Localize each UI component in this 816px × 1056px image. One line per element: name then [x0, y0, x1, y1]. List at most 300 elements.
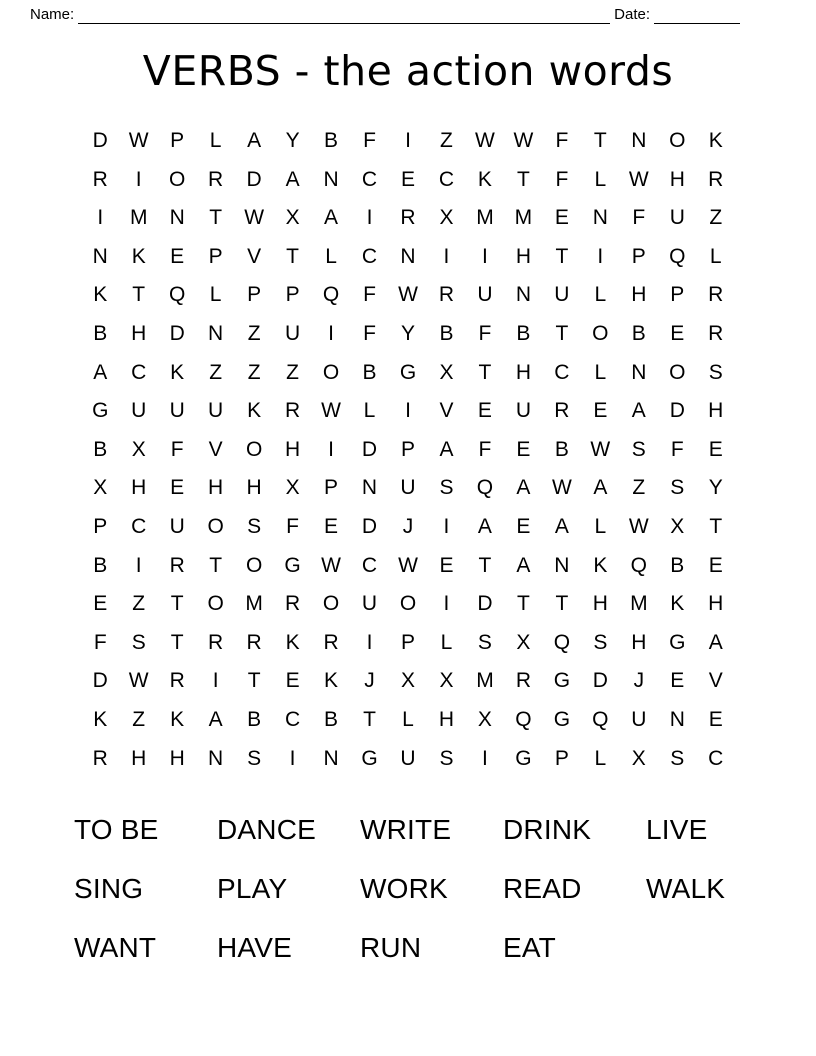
grid-cell[interactable]: F [670, 437, 684, 461]
grid-cell[interactable]: G [669, 630, 686, 654]
grid-cell[interactable]: I [482, 746, 488, 770]
grid-cell[interactable]: L [594, 746, 607, 770]
grid-cell[interactable]: I [443, 592, 450, 616]
grid-cell[interactable]: O [245, 437, 263, 461]
grid-cell[interactable]: A [324, 206, 339, 230]
grid-cell[interactable]: O [322, 360, 340, 384]
grid-cell[interactable]: F [363, 283, 376, 307]
grid-cell[interactable]: Z [286, 360, 299, 384]
grid-cell[interactable]: U [554, 283, 570, 307]
grid-cell[interactable]: B [93, 437, 108, 461]
grid-cell[interactable]: Q [476, 476, 494, 500]
grid-cell[interactable]: I [597, 244, 604, 268]
grid-cell[interactable]: R [554, 399, 570, 423]
grid-cell[interactable]: C [131, 514, 147, 538]
grid-cell[interactable]: V [247, 244, 262, 268]
grid-cell[interactable]: X [400, 669, 415, 693]
grid-cell[interactable]: E [324, 514, 339, 538]
word-list-item[interactable]: EAT [503, 932, 556, 964]
grid-cell[interactable]: U [284, 321, 301, 345]
grid-cell[interactable]: U [361, 592, 378, 616]
grid-cell[interactable]: H [131, 746, 147, 770]
grid-cell[interactable]: S [131, 630, 146, 654]
grid-cell[interactable]: B [554, 437, 569, 461]
grid-cell[interactable]: H [246, 476, 262, 500]
grid-cell[interactable]: R [708, 283, 724, 307]
grid-cell[interactable]: U [169, 399, 185, 423]
grid-cell[interactable]: E [516, 514, 531, 538]
grid-cell[interactable]: B [93, 553, 108, 577]
grid-cell[interactable]: O [169, 167, 186, 191]
grid-cell[interactable]: H [515, 360, 531, 384]
grid-cell[interactable]: U [631, 707, 647, 731]
grid-cell[interactable]: V [439, 399, 454, 423]
grid-cell[interactable]: L [709, 244, 722, 268]
grid-cell[interactable]: K [670, 592, 685, 616]
grid-cell[interactable]: Z [132, 707, 146, 731]
grid-cell[interactable]: H [708, 399, 724, 423]
grid-cell[interactable]: A [208, 707, 223, 731]
grid-cell[interactable]: H [708, 592, 724, 616]
grid-cell[interactable]: I [443, 514, 450, 538]
grid-cell[interactable]: K [324, 669, 339, 693]
grid-cell[interactable]: W [128, 129, 149, 152]
grid-cell[interactable]: B [324, 707, 339, 731]
grid-cell[interactable]: D [246, 167, 262, 191]
grid-cell[interactable]: L [402, 707, 414, 731]
grid-cell[interactable]: X [477, 707, 492, 731]
grid-cell[interactable]: I [328, 321, 334, 345]
grid-cell[interactable]: T [478, 553, 492, 577]
grid-cell[interactable]: E [477, 399, 492, 423]
grid-cell[interactable]: K [593, 553, 608, 577]
grid-cell[interactable]: E [670, 669, 685, 693]
word-list-item[interactable]: WORK [360, 873, 448, 905]
grid-cell[interactable]: M [129, 206, 148, 230]
grid-cell[interactable]: D [477, 592, 493, 616]
grid-cell[interactable]: X [516, 630, 531, 654]
grid-cell[interactable]: K [93, 707, 108, 731]
grid-cell[interactable]: T [555, 244, 569, 268]
grid-cell[interactable]: R [169, 553, 185, 577]
grid-cell[interactable]: E [593, 399, 608, 423]
grid-cell[interactable]: I [405, 399, 411, 423]
grid-cell[interactable]: U [208, 399, 224, 423]
grid-cell[interactable]: Q [169, 283, 186, 307]
grid-cell[interactable]: L [209, 129, 222, 152]
grid-cell[interactable]: C [438, 167, 455, 191]
grid-cell[interactable]: S [708, 360, 723, 384]
word-list-item[interactable]: HAVE [217, 932, 292, 964]
grid-cell[interactable]: K [285, 630, 300, 654]
grid-cell[interactable]: W [475, 129, 495, 152]
grid-cell[interactable]: C [284, 707, 301, 731]
grid-cell[interactable]: N [208, 746, 224, 770]
grid-cell[interactable]: G [284, 553, 301, 577]
grid-cell[interactable]: G [553, 669, 571, 693]
grid-cell[interactable]: U [669, 206, 685, 230]
grid-cell[interactable]: R [708, 321, 724, 345]
grid-cell[interactable]: R [708, 167, 724, 191]
grid-cell[interactable]: F [170, 437, 184, 461]
grid-cell[interactable]: W [551, 476, 572, 500]
grid-cell[interactable]: U [400, 476, 416, 500]
grid-cell[interactable]: A [516, 553, 531, 577]
grid-cell[interactable]: W [398, 553, 418, 577]
grid-cell[interactable]: T [593, 129, 607, 152]
grid-cell[interactable]: D [92, 129, 108, 152]
grid-cell[interactable]: N [208, 321, 224, 345]
grid-cell[interactable]: S [247, 514, 262, 538]
grid-cell[interactable]: Q [553, 630, 571, 654]
grid-cell[interactable]: W [513, 129, 534, 152]
grid-cell[interactable]: X [285, 206, 300, 230]
grid-cell[interactable]: T [247, 669, 261, 693]
grid-cell[interactable]: R [438, 283, 455, 307]
grid-cell[interactable]: U [515, 399, 531, 423]
grid-cell[interactable]: D [592, 669, 608, 693]
grid-cell[interactable]: H [208, 476, 224, 500]
grid-cell[interactable]: L [209, 283, 222, 307]
grid-cell[interactable]: I [482, 244, 488, 268]
grid-cell[interactable]: Y [708, 476, 723, 500]
grid-cell[interactable]: O [245, 553, 263, 577]
grid-cell[interactable]: X [439, 206, 454, 230]
grid-cell[interactable]: L [363, 399, 376, 423]
grid-cell[interactable]: A [477, 514, 492, 538]
grid-cell[interactable]: B [93, 321, 108, 345]
grid-cell[interactable]: R [92, 167, 108, 191]
grid-cell[interactable]: B [670, 553, 685, 577]
grid-cell[interactable]: P [631, 244, 646, 268]
grid-cell[interactable]: G [92, 399, 109, 423]
grid-cell[interactable]: Z [440, 129, 453, 152]
grid-cell[interactable]: T [555, 321, 569, 345]
grid-cell[interactable]: E [170, 476, 185, 500]
grid-cell[interactable]: I [405, 129, 411, 152]
grid-cell[interactable]: D [92, 669, 108, 693]
grid-cell[interactable]: C [708, 746, 724, 770]
grid-cell[interactable]: X [93, 476, 108, 500]
grid-cell[interactable]: I [366, 206, 373, 230]
grid-cell[interactable]: H [631, 630, 647, 654]
grid-cell[interactable]: P [554, 746, 569, 770]
grid-cell[interactable]: D [169, 321, 185, 345]
grid-cell[interactable]: K [131, 244, 146, 268]
grid-cell[interactable]: O [592, 321, 609, 345]
grid-cell[interactable]: F [555, 167, 569, 191]
grid-cell[interactable]: F [632, 206, 646, 230]
grid-cell[interactable]: N [169, 206, 185, 230]
grid-cell[interactable]: I [328, 437, 334, 461]
grid-cell[interactable]: Y [400, 321, 415, 345]
grid-cell[interactable]: X [131, 437, 146, 461]
grid-cell[interactable]: X [670, 514, 685, 538]
grid-cell[interactable]: R [169, 669, 185, 693]
grid-cell[interactable]: M [514, 206, 533, 230]
grid-cell[interactable]: U [169, 514, 185, 538]
grid-cell[interactable]: F [286, 514, 299, 538]
grid-cell[interactable]: H [592, 592, 608, 616]
word-list-item[interactable]: TO BE [74, 814, 159, 846]
grid-cell[interactable]: W [321, 553, 341, 577]
grid-cell[interactable]: F [478, 437, 492, 461]
grid-cell[interactable]: C [131, 360, 147, 384]
grid-cell[interactable]: Y [285, 129, 300, 152]
word-list-item[interactable]: WANT [74, 932, 157, 964]
grid-cell[interactable]: N [631, 360, 647, 384]
grid-cell[interactable]: A [439, 437, 454, 461]
grid-cell[interactable]: E [554, 206, 569, 230]
grid-cell[interactable]: C [361, 167, 378, 191]
grid-cell[interactable]: Q [592, 707, 609, 731]
grid-cell[interactable]: K [170, 360, 185, 384]
grid-cell[interactable]: O [669, 360, 686, 384]
grid-cell[interactable]: A [285, 167, 300, 191]
grid-cell[interactable]: F [478, 321, 492, 345]
grid-cell[interactable]: T [170, 630, 184, 654]
grid-cell[interactable]: N [323, 746, 339, 770]
grid-cell[interactable]: A [593, 476, 608, 500]
grid-cell[interactable]: F [363, 321, 376, 345]
grid-cell[interactable]: E [708, 707, 723, 731]
grid-cell[interactable]: A [93, 360, 108, 384]
grid-cell[interactable]: P [400, 630, 415, 654]
grid-cell[interactable]: M [476, 206, 494, 230]
grid-cell[interactable]: W [321, 399, 341, 423]
word-list-item[interactable]: LIVE [646, 814, 708, 846]
grid-cell[interactable]: W [244, 206, 265, 230]
grid-cell[interactable]: I [289, 746, 296, 770]
grid-cell[interactable]: C [554, 360, 570, 384]
grid-cell[interactable]: S [439, 476, 454, 500]
grid-cell[interactable]: D [669, 399, 685, 423]
grid-cell[interactable]: Z [209, 360, 223, 384]
grid-cell[interactable]: G [515, 746, 532, 770]
name-blank-line[interactable] [78, 10, 610, 24]
grid-cell[interactable]: R [208, 167, 224, 191]
grid-cell[interactable]: K [247, 399, 262, 423]
grid-cell[interactable]: N [669, 707, 685, 731]
grid-cell[interactable]: J [402, 514, 414, 538]
grid-cell[interactable]: U [400, 746, 416, 770]
grid-cell[interactable]: J [633, 669, 645, 693]
grid-cell[interactable]: C [361, 244, 378, 268]
grid-cell[interactable]: Z [709, 206, 723, 230]
grid-cell[interactable]: N [554, 553, 570, 577]
grid-cell[interactable]: H [669, 167, 685, 191]
grid-cell[interactable]: W [128, 669, 149, 693]
grid-cell[interactable]: C [361, 553, 378, 577]
grid-cell[interactable]: I [97, 206, 104, 230]
grid-cell[interactable]: B [324, 129, 339, 152]
grid-cell[interactable]: G [553, 707, 571, 731]
grid-cell[interactable]: K [93, 283, 108, 307]
grid-cell[interactable]: Q [669, 244, 686, 268]
grid-cell[interactable]: G [399, 360, 417, 384]
grid-cell[interactable]: T [478, 360, 492, 384]
grid-cell[interactable]: R [208, 630, 224, 654]
word-list-item[interactable]: RUN [360, 932, 422, 964]
grid-cell[interactable]: O [669, 129, 686, 152]
grid-cell[interactable]: W [628, 514, 649, 538]
grid-cell[interactable]: R [284, 399, 301, 423]
grid-cell[interactable]: Q [630, 553, 647, 577]
grid-cell[interactable]: M [476, 669, 494, 693]
grid-cell[interactable]: O [322, 592, 340, 616]
grid-cell[interactable]: I [135, 167, 142, 191]
grid-cell[interactable]: B [516, 321, 531, 345]
grid-cell[interactable]: S [631, 437, 646, 461]
grid-cell[interactable]: M [245, 592, 263, 616]
grid-cell[interactable]: T [132, 283, 146, 307]
grid-cell[interactable]: T [555, 592, 569, 616]
date-blank-line[interactable] [654, 10, 740, 24]
grid-cell[interactable]: L [594, 360, 607, 384]
grid-cell[interactable]: W [628, 167, 649, 191]
grid-cell[interactable]: A [247, 129, 262, 152]
word-list-item[interactable]: PLAY [217, 873, 288, 905]
grid-cell[interactable]: T [209, 553, 223, 577]
grid-cell[interactable]: E [708, 553, 723, 577]
grid-cell[interactable]: E [170, 244, 185, 268]
grid-cell[interactable]: U [477, 283, 493, 307]
grid-cell[interactable]: S [670, 476, 685, 500]
grid-cell[interactable]: B [631, 321, 646, 345]
grid-cell[interactable]: P [247, 283, 262, 307]
grid-cell[interactable]: Z [247, 360, 261, 384]
grid-cell[interactable]: X [285, 476, 300, 500]
grid-cell[interactable]: P [93, 514, 108, 538]
grid-cell[interactable]: B [439, 321, 454, 345]
grid-cell[interactable]: L [594, 167, 607, 191]
grid-cell[interactable]: R [284, 592, 301, 616]
grid-cell[interactable]: R [515, 669, 531, 693]
grid-cell[interactable]: H [631, 283, 647, 307]
word-list-item[interactable]: WALK [646, 873, 726, 905]
grid-cell[interactable]: S [670, 746, 685, 770]
grid-cell[interactable]: L [594, 514, 607, 538]
grid-cell[interactable]: Z [132, 592, 146, 616]
grid-cell[interactable]: L [594, 283, 607, 307]
grid-cell[interactable]: L [440, 630, 453, 654]
grid-cell[interactable]: H [131, 476, 147, 500]
grid-cell[interactable]: X [631, 746, 646, 770]
grid-cell[interactable]: P [208, 244, 223, 268]
grid-cell[interactable]: R [400, 206, 416, 230]
grid-cell[interactable]: I [135, 553, 142, 577]
grid-cell[interactable]: B [247, 707, 262, 731]
grid-cell[interactable]: Z [632, 476, 646, 500]
grid-cell[interactable]: M [630, 592, 648, 616]
grid-cell[interactable]: O [399, 592, 417, 616]
grid-cell[interactable]: K [170, 707, 185, 731]
grid-cell[interactable]: R [323, 630, 339, 654]
grid-cell[interactable]: H [515, 244, 531, 268]
grid-cell[interactable]: T [363, 707, 376, 731]
grid-cell[interactable]: D [361, 437, 378, 461]
grid-cell[interactable]: P [170, 129, 185, 152]
grid-cell[interactable]: P [324, 476, 339, 500]
grid-cell[interactable]: E [400, 167, 415, 191]
grid-cell[interactable]: W [398, 283, 418, 307]
grid-cell[interactable]: I [366, 630, 373, 654]
grid-cell[interactable]: U [131, 399, 147, 423]
grid-cell[interactable]: O [207, 514, 224, 538]
grid-cell[interactable]: F [363, 129, 376, 152]
grid-cell[interactable]: E [670, 321, 685, 345]
grid-cell[interactable]: E [708, 437, 723, 461]
grid-cell[interactable]: S [477, 630, 492, 654]
grid-cell[interactable]: E [439, 553, 454, 577]
grid-cell[interactable]: K [708, 129, 723, 152]
grid-cell[interactable]: G [361, 746, 378, 770]
grid-cell[interactable]: T [709, 514, 723, 538]
grid-cell[interactable]: T [286, 244, 299, 268]
grid-cell[interactable]: E [516, 437, 531, 461]
grid-cell[interactable]: V [208, 437, 223, 461]
grid-cell[interactable]: F [555, 129, 569, 152]
grid-cell[interactable]: L [325, 244, 337, 268]
grid-cell[interactable]: Q [322, 283, 340, 307]
grid-cell[interactable]: A [516, 476, 531, 500]
grid-cell[interactable]: Q [515, 707, 532, 731]
word-list-item[interactable]: DRINK [503, 814, 592, 846]
grid-cell[interactable]: R [246, 630, 262, 654]
grid-cell[interactable]: P [285, 283, 300, 307]
grid-cell[interactable]: N [631, 129, 647, 152]
grid-cell[interactable]: T [516, 592, 530, 616]
grid-cell[interactable]: I [443, 244, 450, 268]
grid-cell[interactable]: N [592, 206, 608, 230]
grid-cell[interactable]: T [516, 167, 530, 191]
grid-cell[interactable]: F [93, 630, 107, 654]
grid-cell[interactable]: S [247, 746, 262, 770]
grid-cell[interactable]: B [362, 360, 377, 384]
grid-cell[interactable]: R [92, 746, 108, 770]
word-list-item[interactable]: WRITE [360, 814, 452, 846]
grid-cell[interactable]: A [708, 630, 723, 654]
grid-cell[interactable]: K [477, 167, 492, 191]
word-list-item[interactable]: DANCE [217, 814, 317, 846]
grid-cell[interactable]: T [209, 206, 223, 230]
grid-cell[interactable]: H [169, 746, 185, 770]
grid-cell[interactable]: A [631, 399, 646, 423]
grid-cell[interactable]: N [323, 167, 339, 191]
grid-cell[interactable]: P [400, 437, 415, 461]
grid-cell[interactable]: E [285, 669, 300, 693]
grid-cell[interactable]: D [361, 514, 378, 538]
grid-cell[interactable]: W [590, 437, 611, 461]
grid-cell[interactable]: E [93, 592, 108, 616]
grid-cell[interactable]: I [212, 669, 219, 693]
grid-cell[interactable]: N [515, 283, 531, 307]
grid-cell[interactable]: A [554, 514, 569, 538]
grid-cell[interactable]: Z [247, 321, 261, 345]
grid-cell[interactable]: H [284, 437, 301, 461]
grid-cell[interactable]: V [708, 669, 723, 693]
grid-cell[interactable]: S [439, 746, 454, 770]
grid-cell[interactable]: H [438, 707, 455, 731]
grid-cell[interactable]: T [170, 592, 184, 616]
grid-cell[interactable]: N [400, 244, 416, 268]
word-list-item[interactable]: SING [74, 873, 144, 905]
grid-cell[interactable]: S [593, 630, 608, 654]
grid-cell[interactable]: H [131, 321, 147, 345]
grid-cell[interactable]: P [670, 283, 685, 307]
grid-cell[interactable]: X [439, 669, 454, 693]
grid-cell[interactable]: N [361, 476, 378, 500]
